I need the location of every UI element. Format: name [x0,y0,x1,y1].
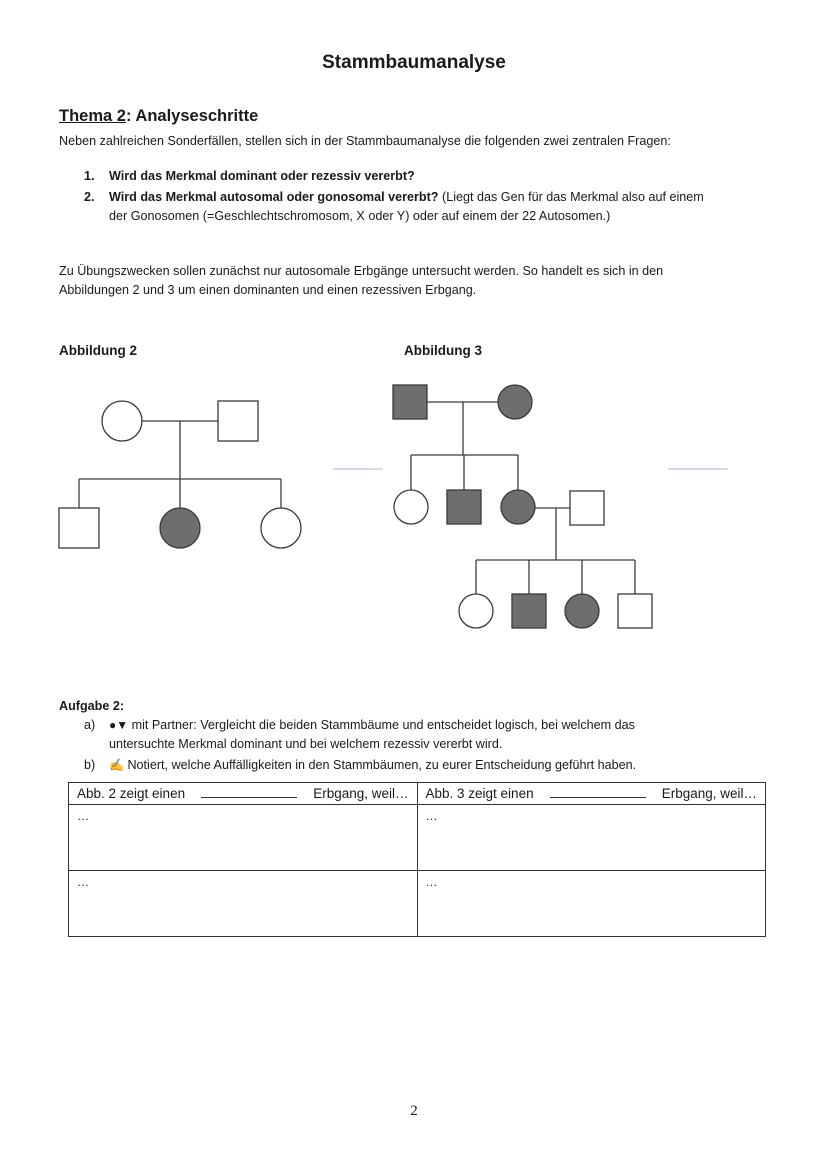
page-number: 2 [410,1103,418,1119]
affected-female [498,385,532,419]
header-cell-abb2 [69,783,418,805]
pedigree-abbildung-2 [59,401,301,548]
header-text: Abb. 2 zeigt einen [77,786,186,801]
pencil-icon: ✍ [109,758,124,772]
task-a-text: mit Partner: Vergleicht die beiden Stammbäume und entscheidet logisch, bei welchem das [128,718,635,732]
partner-icon: ●▼ [109,718,129,732]
answer-cell[interactable]: … [69,871,418,937]
section-number: Thema 2 [59,107,126,125]
figure-2-caption: Abbildung 2 [59,343,137,358]
intro-text: Neben zahlreichen Sonderfällen, stellen sich in der Stammbaumanalyse die folgenden zwei zentralen Fragen: [59,134,671,148]
affected-female [565,594,599,628]
pedigree-figures [0,370,828,640]
answer-cell[interactable]: … [417,805,766,871]
header-cell-abb3 [417,783,766,805]
question-number: 2. [84,190,95,204]
affected-female [160,508,200,548]
table-row [69,871,766,937]
unaffected-male [570,491,604,525]
fill-in-blank[interactable] [201,783,297,798]
table-row [69,805,766,871]
page-title: Stammbaumanalyse [322,52,506,73]
unaffected-male [59,508,99,548]
unaffected-female [102,401,142,441]
task-b [84,756,636,775]
unaffected-female [394,490,428,524]
fill-in-blank[interactable] [550,783,646,798]
task-b-text: Notiert, welche Auffälligkeiten in den Stammbäumen, zu eurer Entscheidung geführt haben. [123,758,637,772]
question-2 [84,188,784,207]
unaffected-male [618,594,652,628]
unaffected-female [261,508,301,548]
header-text: Erbgang, weil… [661,786,757,801]
table-header-row [69,783,766,805]
affected-male [447,490,481,524]
task-a [84,716,744,754]
answer-cell[interactable]: … [69,805,418,871]
question-2-continuation: der Gonosomen (=Geschlechtschromosom, X oder Y) oder auf einem der 22 Autosomen.) [109,209,611,223]
section-heading [59,107,258,126]
answer-table [68,782,766,937]
question-number: 1. [84,169,95,183]
task-a-continuation: untersuchte Merkmal dominant und bei welchem rezessiv vererbt wird. [109,737,503,751]
question-note: (Liegt das Gen für das Merkmal also auf einem [438,190,704,204]
paragraph-line: Zu Übungszwecken sollen zunächst nur autosomale Erbgänge untersucht werden. So handelt es sich in den [59,264,664,278]
affected-male [393,385,427,419]
task-a-label: a) [84,718,96,732]
affected-male [512,594,546,628]
header-text: Abb. 3 zeigt einen [425,786,534,801]
figure-3-caption: Abbildung 3 [404,343,482,358]
unaffected-female [459,594,493,628]
paragraph-line: Abbildungen 2 und 3 um einen dominanten und einen rezessiven Erbgang. [59,283,477,297]
explanation-paragraph [59,262,759,300]
header-text: Erbgang, weil… [313,786,409,801]
question-1 [84,167,784,186]
unaffected-male [218,401,258,441]
question-text: Wird das Merkmal autosomal oder gonosomal vererbt? [109,190,439,204]
pedigree-abbildung-3 [393,385,652,628]
affected-female [501,490,535,524]
question-text: Wird das Merkmal dominant oder rezessiv vererbt? [109,169,415,183]
section-title: : Analyseschritte [125,107,259,125]
answer-cell[interactable]: … [417,871,766,937]
task-b-label: b) [84,758,96,772]
task-heading: Aufgabe 2: [59,699,125,713]
